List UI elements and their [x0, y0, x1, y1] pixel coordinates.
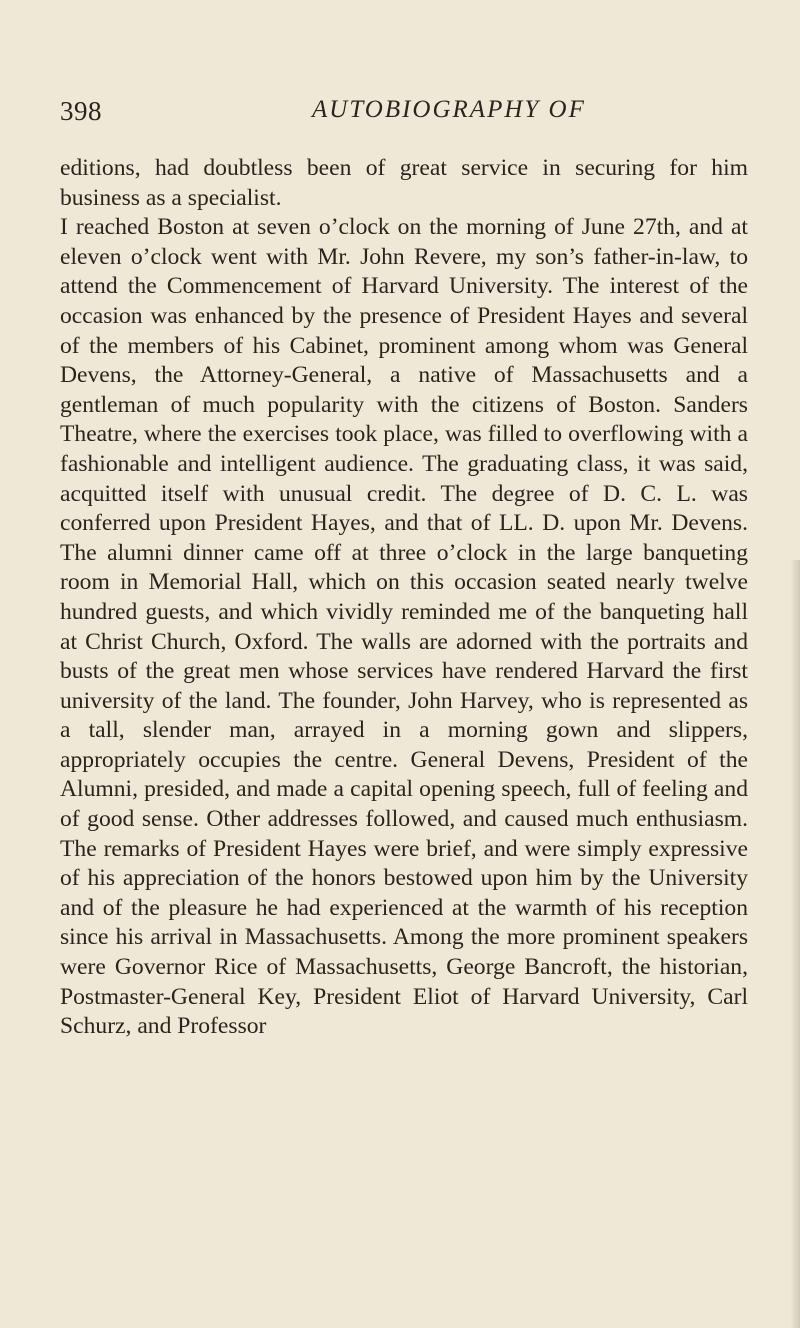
page-number: 398: [60, 96, 102, 126]
paragraph-2: I reached Boston at seven o’clock on the morning of June 27th, and at eleven o’clock went with Mr. John Revere, my son’s father-in-law, to attend the Commencement of Harvard University. The interest of the occasion was enhanced by the presence of President Hayes and several of the members of his Cabinet, prominent among whom was General Devens, the Attorney-General, a native of Massachusetts and a gentleman of much popularity with the citizens of Boston. Sanders Theatre, where the exercises took place, was filled to overflowing with a fashionable and intelligent audience. The graduating class, it was said, acquitted itself with unusual credit. The degree of D. C. L. was conferred upon President Hayes, and that of LL. D. upon Mr. Devens. The alumni dinner came off at three o’clock in the large banqueting room in Memorial Hall, which on this occasion seated nearly twelve hundred guests, and which vividly reminded me of the banqueting hall at Christ Church, Oxford. The walls are adorned with the portraits and busts of the great men whose services have rendered Harvard the first university of the land. The founder, John Harvey, who is represented as a tall, slender man, arrayed in a morning gown and slippers, appropriately occupies the centre. General Devens, President of the Alumni, presided, and made a capital opening speech, full of feeling and of good sense. Other addresses followed, and caused much enthusiasm. The remarks of President Hayes were brief, and were simply expressive of his appreciation of the honors bestowed upon him by the University and of the pleasure he had experienced at the warmth of his reception since his arrival in Massachusetts. Among the more prominent speakers were Governor Rice of Massachusetts, George Bancroft, the historian, Postmaster-General Key, President Eliot of Harvard University, Carl Schurz, and Professor: [60, 214, 748, 1040]
running-head: AUTOBIOGRAPHY OF: [312, 96, 586, 123]
page-edge-shadow: [790, 560, 800, 1328]
paragraph-1: editions, had doubtless been of great service in securing for him business as a specialist.: [60, 155, 748, 211]
body-text: [60, 154, 748, 1042]
page-header: [60, 96, 748, 136]
